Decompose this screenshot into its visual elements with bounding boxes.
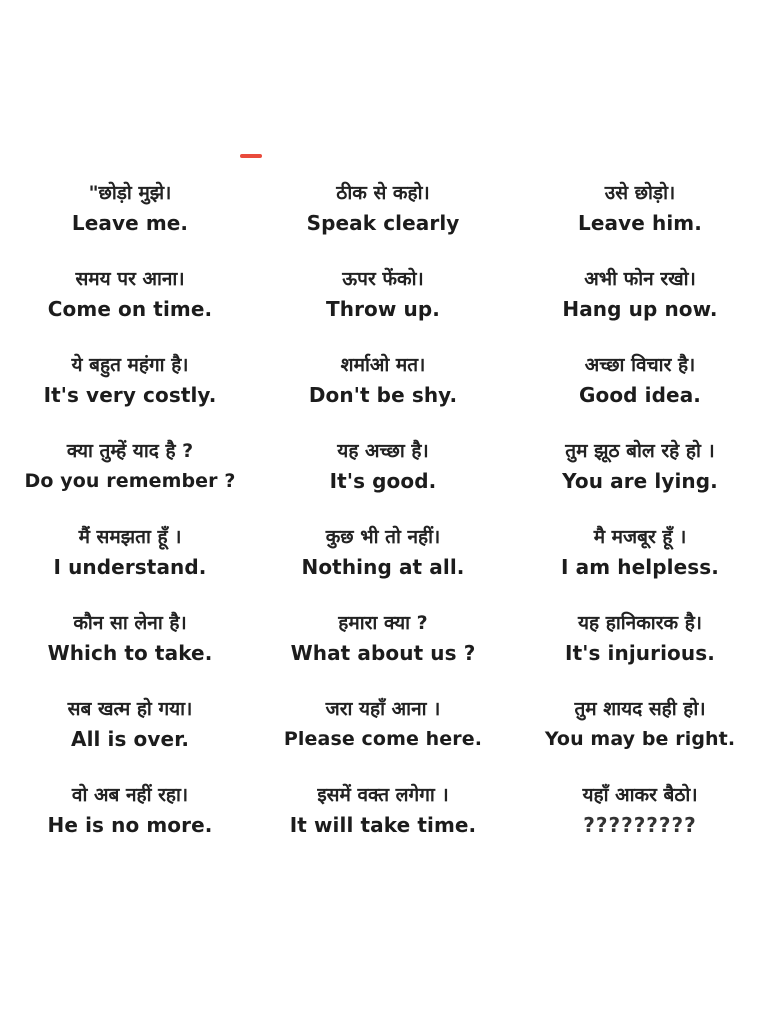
english-translation: You are lying. <box>562 469 718 493</box>
phrase-cell <box>255 694 511 754</box>
phrase-cell <box>512 178 768 238</box>
phrase-row <box>0 780 768 866</box>
hindi-phrase: अच्छा विचार है। <box>584 354 696 376</box>
english-translation: I am helpless. <box>561 555 719 579</box>
phrase-cell <box>512 522 768 582</box>
english-translation: It's good. <box>329 469 437 493</box>
phrase-cell <box>255 522 511 582</box>
hindi-phrase: यह अच्छा है। <box>337 440 429 462</box>
phrase-cell <box>512 436 768 496</box>
english-translation: Hang up now. <box>562 297 718 321</box>
hindi-phrase: इसमें वक्त लगेगा । <box>317 784 449 806</box>
english-translation: Nothing at all. <box>301 555 465 579</box>
english-translation: You may be right. <box>544 728 736 750</box>
phrase-cell <box>2 264 258 324</box>
english-translation: I understand. <box>53 555 207 579</box>
english-translation: ????????? <box>583 813 697 837</box>
english-translation: What about us ? <box>290 641 476 665</box>
english-translation: It's injurious. <box>565 641 715 665</box>
phrase-cell <box>512 780 768 840</box>
hindi-phrase: क्या तुम्हें याद है ? <box>66 440 194 462</box>
phrase-cell <box>255 264 511 324</box>
english-translation: Speak clearly <box>306 211 460 235</box>
phrase-row <box>0 436 768 522</box>
phrase-grid <box>0 178 768 866</box>
phrase-cell <box>255 178 511 238</box>
phrase-cell <box>255 436 511 496</box>
phrase-cell <box>512 264 768 324</box>
phrase-row <box>0 264 768 350</box>
english-translation: Leave me. <box>71 211 189 235</box>
hindi-phrase: "छोड़ो मुझे। <box>88 182 172 204</box>
hindi-phrase: तुम झूठ बोल रहे हो । <box>565 440 715 462</box>
english-translation: Don't be shy. <box>308 383 458 407</box>
english-translation: All is over. <box>70 727 190 751</box>
english-translation: Please come here. <box>283 728 483 750</box>
hindi-phrase: सब खत्म हो गया। <box>67 698 193 720</box>
english-translation: Leave him. <box>578 211 702 235</box>
hindi-phrase: अभी फोन रखो। <box>584 268 696 290</box>
phrase-cell <box>2 522 258 582</box>
hindi-phrase: जरा यहाँ आना । <box>325 698 441 720</box>
hindi-phrase: मैं समझता हूँ । <box>78 526 182 548</box>
phrase-cell <box>2 780 258 840</box>
top-accent-mark <box>240 154 262 158</box>
phrase-cell <box>255 608 511 668</box>
hindi-phrase: यह हानिकारक है। <box>578 612 702 634</box>
phrase-cell <box>2 694 258 754</box>
hindi-phrase: शर्माओ मत। <box>340 354 426 376</box>
hindi-phrase: ठीक से कहो। <box>336 182 430 204</box>
english-translation: Come on time. <box>47 297 213 321</box>
english-translation: Which to take. <box>47 641 213 665</box>
english-translation: It's very costly. <box>43 383 217 407</box>
hindi-phrase: समय पर आना। <box>75 268 185 290</box>
english-translation: He is no more. <box>47 813 213 837</box>
phrase-cell <box>255 780 511 840</box>
hindi-phrase: ये बहुत महंगा है। <box>71 354 189 376</box>
hindi-phrase: मै मजबूर हूँ । <box>593 526 687 548</box>
english-translation: It will take time. <box>289 813 477 837</box>
phrase-row <box>0 522 768 608</box>
hindi-phrase: वो अब नहीं रहा। <box>71 784 189 806</box>
phrase-row <box>0 608 768 694</box>
hindi-phrase: ऊपर फेंको। <box>342 268 424 290</box>
phrase-cell <box>512 608 768 668</box>
english-translation: Throw up. <box>326 297 440 321</box>
english-translation: Do you remember ? <box>24 470 236 492</box>
phrase-row <box>0 694 768 780</box>
phrase-cell <box>2 436 258 496</box>
phrase-cell <box>2 608 258 668</box>
phrase-row <box>0 178 768 264</box>
phrase-cell <box>2 178 258 238</box>
phrase-row <box>0 350 768 436</box>
hindi-phrase: हमारा क्या ? <box>338 612 428 634</box>
phrase-cell <box>512 350 768 410</box>
hindi-phrase: कुछ भी तो नहीं। <box>325 526 441 548</box>
english-translation: Good idea. <box>578 383 701 407</box>
phrase-cell <box>255 350 511 410</box>
hindi-phrase: उसे छोड़ो। <box>604 182 676 204</box>
hindi-phrase: तुम शायद सही हो। <box>574 698 706 720</box>
hindi-phrase: यहाँ आकर बैठो। <box>582 784 698 806</box>
phrase-cell <box>2 350 258 410</box>
phrase-cell <box>512 694 768 754</box>
hindi-phrase: कौन सा लेना है। <box>73 612 187 634</box>
